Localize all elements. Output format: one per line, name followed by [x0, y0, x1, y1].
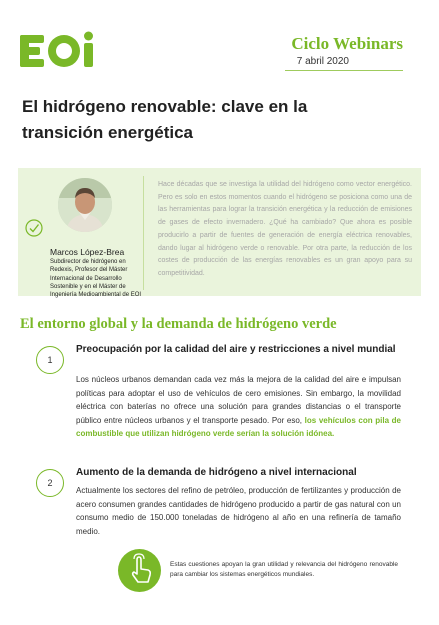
eoi-logo	[20, 31, 100, 71]
point-body-2: Actualmente los sectores del refino de petróleo, producción de fertilizantes y producción de acero consumen grandes cantidades de hidrógeno producido a partir de gas natural con un consumo medio de 150.000 toneladas de hidrógeno al año en una refinería de tamaño medio.	[76, 486, 401, 536]
point-number-2: 2	[36, 469, 64, 497]
header-divider	[285, 70, 403, 71]
point-body-1-highlight: los vehículos con pila de combustible que utilizan hidrógeno verde serían la solución idónea.	[76, 415, 401, 438]
page-title: El hidrógeno renovable: clave en la transición energética	[22, 97, 308, 142]
intro-text: Hace décadas que se investiga la utilidad del hidrógeno como vector energético. Pero es solo en estos momentos cuando el hidrógeno se posiciona como una de las herramientas para lograr la transición energética y la reducción de emisiones de gases de efecto invernadero. ¿Qué ha cambiado? Que ahora es posible producirlo a partir de fuentes de generación de energía eléctrica renovables, dando lugar al hidrógeno verde o renovable. Por otra parte, la reducción de los costes de producción de las energías renovables es un gran apoyo para su competitividad.	[158, 181, 412, 277]
intro-box	[18, 168, 421, 299]
intro-divider	[143, 176, 144, 290]
author-role: Subdirector de hidrógeno en Redexis, Profesor del Máster Internacional de Desarrollo Sostenible y en el Máster de Ingeniería Medioambiental de EOI	[50, 259, 142, 299]
point-body-1	[76, 373, 401, 441]
point-title-2: Aumento de la demanda de hidrógeno a nivel internacional	[76, 467, 357, 478]
point-body-1-text: Los núcleos urbanos demandan cada vez más la mejora de la calidad del aire e impulsan políticas para adoptar el uso de vehículos de cero emisiones. Sin embargo, la movilidad eléctrica con baterías no ofrece una solución para grandes distancias o el transporte público entre núcleos urbanos y el transporte pesado. Por eso,	[76, 375, 401, 425]
point-title-1: Preocupación por la calidad del aire y restricciones a nivel mundial	[76, 344, 396, 355]
author-avatar	[58, 178, 112, 232]
series-title: Ciclo Webinars	[291, 34, 403, 53]
series-date: 7 abril 2020	[296, 56, 349, 67]
check-circle-icon	[25, 219, 43, 237]
author-name: Marcos López-Brea	[50, 247, 125, 257]
pointing-hand-icon	[118, 549, 161, 592]
footer-note: Estas cuestiones apoyan la gran utilidad y relevancia del hidrógeno renovable para cambiar los sistemas energéticos mundiales.	[170, 561, 398, 578]
point-number-1: 1	[36, 346, 64, 374]
section-heading: El entorno global y la demanda de hidrógeno verde	[20, 316, 337, 332]
